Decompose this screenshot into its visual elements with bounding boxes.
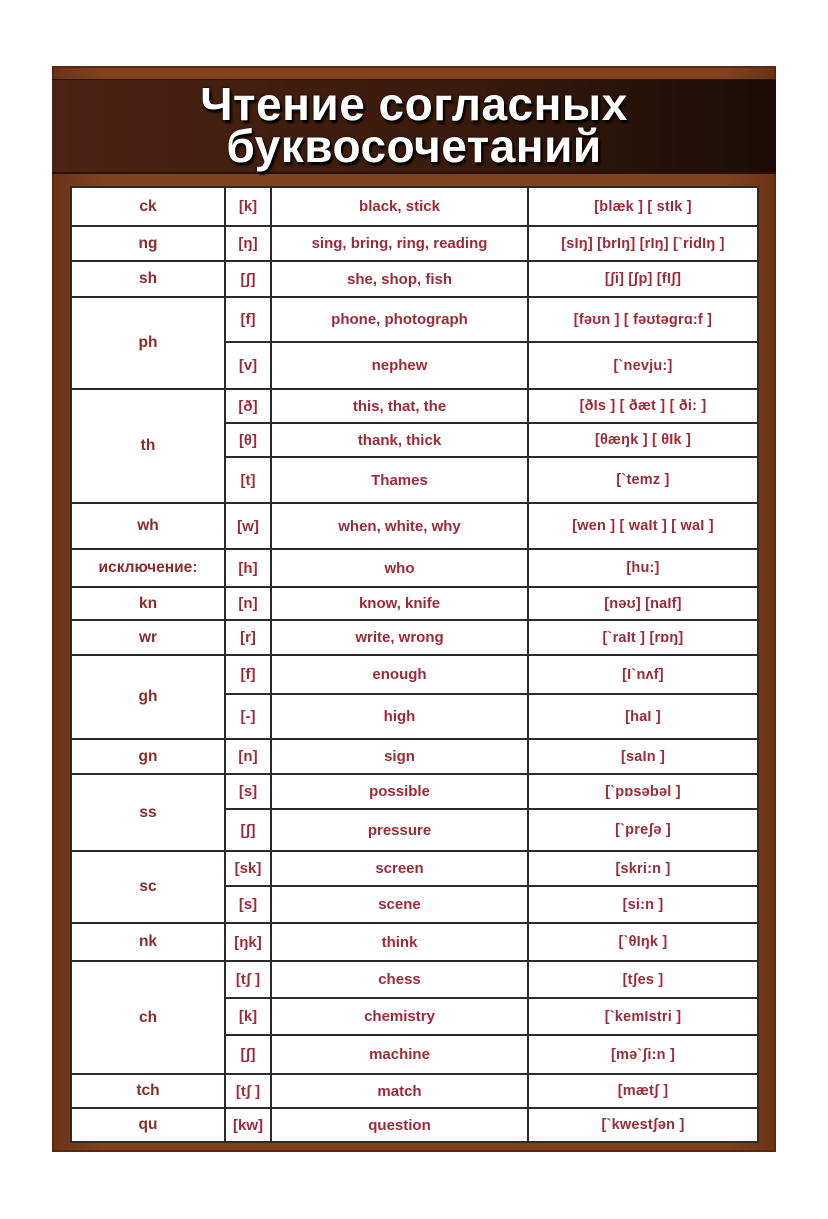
table-body	[71, 187, 758, 1142]
sound-cell: [r]	[225, 620, 271, 655]
page-title	[52, 78, 776, 172]
transcription-cell: [sIŋ] [brIŋ] [rIŋ] [`ridIŋ ]	[528, 226, 758, 261]
sound-cell: [-]	[225, 694, 271, 739]
table-row	[71, 389, 758, 423]
transcription-cell: [`θIŋk ]	[528, 923, 758, 961]
examples-cell: machine	[271, 1035, 528, 1074]
transcription-cell: [`preʃə ]	[528, 809, 758, 851]
transcription-cell: [fəʊn ] [ fəʊtəgrɑ:f ]	[528, 297, 758, 342]
transcription-cell: [`pɒsəbəl ]	[528, 774, 758, 809]
table-row	[71, 297, 758, 342]
sound-cell: [k]	[225, 998, 271, 1035]
transcription-cell: [`nevju:]	[528, 342, 758, 389]
table-row	[71, 226, 758, 261]
table-row	[71, 261, 758, 297]
letter-combination-cell: ng	[71, 226, 225, 261]
examples-cell: chemistry	[271, 998, 528, 1035]
transcription-cell: [tʃes ]	[528, 961, 758, 998]
sound-cell: [ʃ]	[225, 1035, 271, 1074]
transcription-cell: [`kwestʃən ]	[528, 1108, 758, 1142]
transcription-cell: [mætʃ ]	[528, 1074, 758, 1108]
letter-combination-cell: gn	[71, 739, 225, 774]
transcription-cell: [I`nʌf]	[528, 655, 758, 694]
table-row	[71, 961, 758, 998]
sound-cell: [t]	[225, 457, 271, 503]
sound-cell: [w]	[225, 503, 271, 549]
consonant-combinations-table	[70, 186, 759, 1143]
sound-cell: [sk]	[225, 851, 271, 886]
table-container	[70, 186, 757, 1143]
sound-cell: [ʃ]	[225, 809, 271, 851]
sound-cell: [ʃ]	[225, 261, 271, 297]
transcription-cell: [nəʊ] [naIf]	[528, 587, 758, 620]
examples-cell: enough	[271, 655, 528, 694]
sound-cell: [n]	[225, 587, 271, 620]
examples-cell: high	[271, 694, 528, 739]
table-row	[71, 620, 758, 655]
sound-cell: [n]	[225, 739, 271, 774]
poster-header	[52, 79, 776, 174]
examples-cell: write, wrong	[271, 620, 528, 655]
letter-combination-cell: th	[71, 389, 225, 503]
table-row	[71, 503, 758, 549]
transcription-cell: [si:n ]	[528, 886, 758, 923]
transcription-cell: [skri:n ]	[528, 851, 758, 886]
table-row	[71, 1108, 758, 1142]
table-row	[71, 923, 758, 961]
letter-combination-cell: gh	[71, 655, 225, 739]
table-row	[71, 655, 758, 694]
sound-cell: [s]	[225, 886, 271, 923]
transcription-cell: [hu:]	[528, 549, 758, 587]
transcription-cell: [θæŋk ] [ θIk ]	[528, 423, 758, 457]
sound-cell: [θ]	[225, 423, 271, 457]
title-line-1: Чтение согласных	[200, 78, 628, 130]
letter-combination-cell: nk	[71, 923, 225, 961]
letter-combination-cell: qu	[71, 1108, 225, 1142]
letter-combination-cell: sh	[71, 261, 225, 297]
sound-cell: [k]	[225, 187, 271, 226]
sound-cell: [tʃ ]	[225, 961, 271, 998]
sound-cell: [ŋk]	[225, 923, 271, 961]
examples-cell: who	[271, 549, 528, 587]
transcription-cell: [blæk ] [ stIk ]	[528, 187, 758, 226]
sound-cell: [ŋ]	[225, 226, 271, 261]
examples-cell: match	[271, 1074, 528, 1108]
transcription-cell: [`temz ]	[528, 457, 758, 503]
letter-combination-cell: исключение:	[71, 549, 225, 587]
examples-cell: pressure	[271, 809, 528, 851]
transcription-cell: [wen ] [ waIt ] [ waI ]	[528, 503, 758, 549]
examples-cell: this, that, the	[271, 389, 528, 423]
examples-cell: think	[271, 923, 528, 961]
examples-cell: nephew	[271, 342, 528, 389]
examples-cell: screen	[271, 851, 528, 886]
transcription-cell: [`kemIstri ]	[528, 998, 758, 1035]
letter-combination-cell: tch	[71, 1074, 225, 1108]
transcription-cell: [ʃi] [ʃp] [fIʃ]	[528, 261, 758, 297]
sound-cell: [f]	[225, 655, 271, 694]
table-row	[71, 851, 758, 886]
title-line-2: буквосочетаний	[226, 120, 602, 172]
letter-combination-cell: ph	[71, 297, 225, 389]
examples-cell: question	[271, 1108, 528, 1142]
letter-combination-cell: kn	[71, 587, 225, 620]
table-row	[71, 587, 758, 620]
sound-cell: [v]	[225, 342, 271, 389]
letter-combination-cell: wr	[71, 620, 225, 655]
examples-cell: scene	[271, 886, 528, 923]
sound-cell: [s]	[225, 774, 271, 809]
sound-cell: [ð]	[225, 389, 271, 423]
examples-cell: black, stick	[271, 187, 528, 226]
examples-cell: Thames	[271, 457, 528, 503]
examples-cell: possible	[271, 774, 528, 809]
letter-combination-cell: wh	[71, 503, 225, 549]
transcription-cell: [mə`ʃi:n ]	[528, 1035, 758, 1074]
sound-cell: [tʃ ]	[225, 1074, 271, 1108]
letter-combination-cell: ss	[71, 774, 225, 851]
sound-cell: [kw]	[225, 1108, 271, 1142]
table-row	[71, 549, 758, 587]
examples-cell: sign	[271, 739, 528, 774]
examples-cell: phone, photograph	[271, 297, 528, 342]
sound-cell: [f]	[225, 297, 271, 342]
table-row	[71, 739, 758, 774]
letter-combination-cell: ck	[71, 187, 225, 226]
letter-combination-cell: ch	[71, 961, 225, 1074]
examples-cell: know, knife	[271, 587, 528, 620]
table-row	[71, 774, 758, 809]
transcription-cell: [`raIt ] [rɒŋ]	[528, 620, 758, 655]
table-row	[71, 187, 758, 226]
sound-cell: [h]	[225, 549, 271, 587]
transcription-cell: [ðIs ] [ ðæt ] [ ði: ]	[528, 389, 758, 423]
table-row	[71, 1074, 758, 1108]
examples-cell: when, white, why	[271, 503, 528, 549]
letter-combination-cell: sc	[71, 851, 225, 923]
examples-cell: she, shop, fish	[271, 261, 528, 297]
transcription-cell: [haI ]	[528, 694, 758, 739]
examples-cell: thank, thick	[271, 423, 528, 457]
examples-cell: chess	[271, 961, 528, 998]
transcription-cell: [saIn ]	[528, 739, 758, 774]
examples-cell: sing, bring, ring, reading	[271, 226, 528, 261]
